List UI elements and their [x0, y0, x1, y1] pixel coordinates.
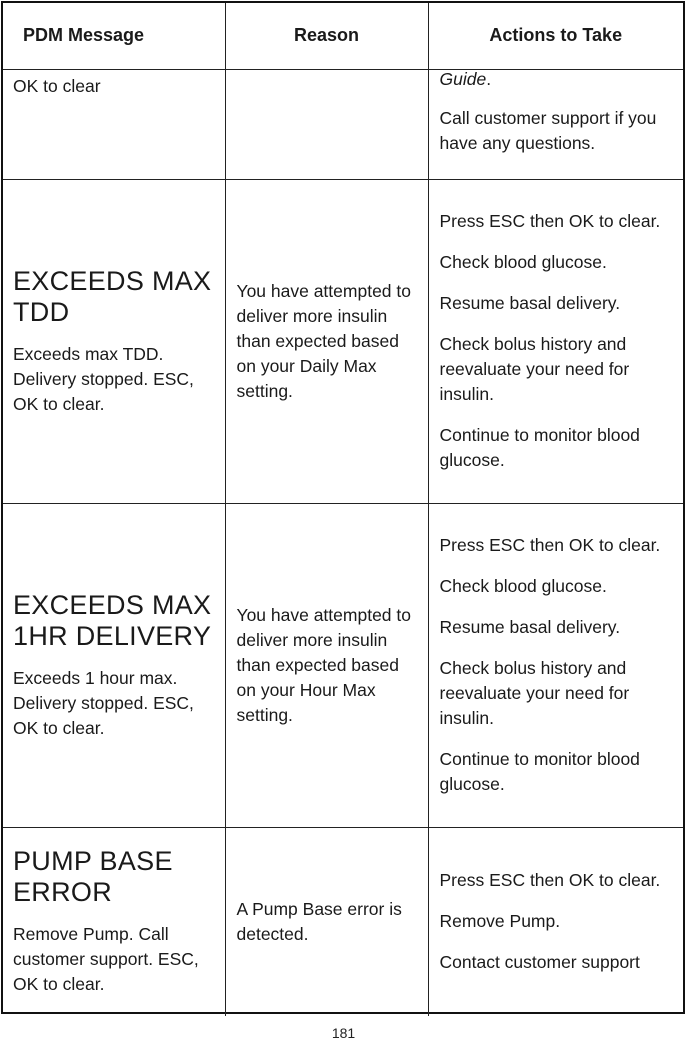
pdm-description: Remove Pump. Call customer support. ESC, OK to clear.	[13, 924, 199, 995]
reason-cell	[225, 503, 428, 827]
actions-cell	[428, 69, 683, 179]
actions-cell	[428, 179, 683, 503]
reason-text: A Pump Base error is detected.	[236, 898, 402, 944]
pdm-cell	[3, 179, 225, 503]
action-item: Check blood glucose.	[439, 252, 607, 272]
reason-cell	[225, 179, 428, 503]
page-number: 181	[331, 1025, 356, 1041]
reason-cell	[225, 69, 428, 179]
pdm-description: OK to clear	[13, 75, 101, 96]
actions-cell	[428, 503, 683, 827]
action-item	[440, 67, 676, 92]
table-row	[3, 503, 683, 827]
actions-cell	[428, 827, 683, 1016]
reason-text: You have attempted to deliver more insulin than expected based on your Hour Max setting.	[236, 604, 411, 725]
table-header-row	[3, 3, 683, 69]
action-item: Continue to monitor blood glucose.	[439, 749, 640, 794]
action-item: Contact customer support	[439, 952, 640, 973]
message-table	[3, 3, 683, 1016]
pdm-title: EXCEEDS MAX TDD	[13, 265, 212, 327]
table-row	[3, 827, 683, 1016]
action-item: Call customer support if you have any questions.	[439, 107, 657, 153]
action-item: Resume basal delivery.	[439, 617, 621, 637]
pdm-description: Exceeds 1 hour max. Delivery stopped. ESC, OK to clear.	[13, 667, 194, 738]
pdm-description: Exceeds max TDD. Delivery stopped. ESC, OK to clear.	[13, 343, 194, 414]
action-item: Remove Pump.	[439, 911, 561, 932]
header-pdm-message: PDM Message	[3, 3, 225, 69]
pdm-message-table	[1, 1, 685, 1014]
reason-text: You have attempted to deliver more insulin than expected based on your Daily Max setting.	[236, 280, 411, 401]
pdm-cell	[3, 827, 225, 1016]
pdm-title: PUMP BASE ERROR	[13, 846, 173, 908]
pdm-cell	[3, 69, 225, 179]
action-item: Resume basal delivery.	[439, 293, 621, 313]
header-reason: Reason	[225, 3, 428, 69]
action-item: Check blood glucose.	[439, 576, 607, 596]
action-item: Continue to monitor blood glucose.	[439, 425, 640, 470]
action-item: Press ESC then OK to clear.	[439, 535, 661, 555]
pdm-title: EXCEEDS MAX 1HR DELIVERY	[13, 589, 212, 651]
action-text-suffix: .	[486, 68, 492, 89]
reason-cell	[225, 827, 428, 1016]
action-item: Press ESC then OK to clear.	[439, 211, 661, 231]
action-item: Press ESC then OK to clear.	[439, 870, 661, 891]
action-italic-text: Guide	[439, 68, 487, 89]
header-actions: Actions to Take	[428, 3, 683, 69]
action-item: Check bolus history and reevaluate your need for insulin.	[439, 658, 630, 728]
table-row	[3, 179, 683, 503]
reason-text	[226, 70, 428, 179]
pdm-cell	[3, 503, 225, 827]
table-row	[3, 69, 683, 179]
action-item: Check bolus history and reevaluate your need for insulin.	[439, 334, 630, 404]
